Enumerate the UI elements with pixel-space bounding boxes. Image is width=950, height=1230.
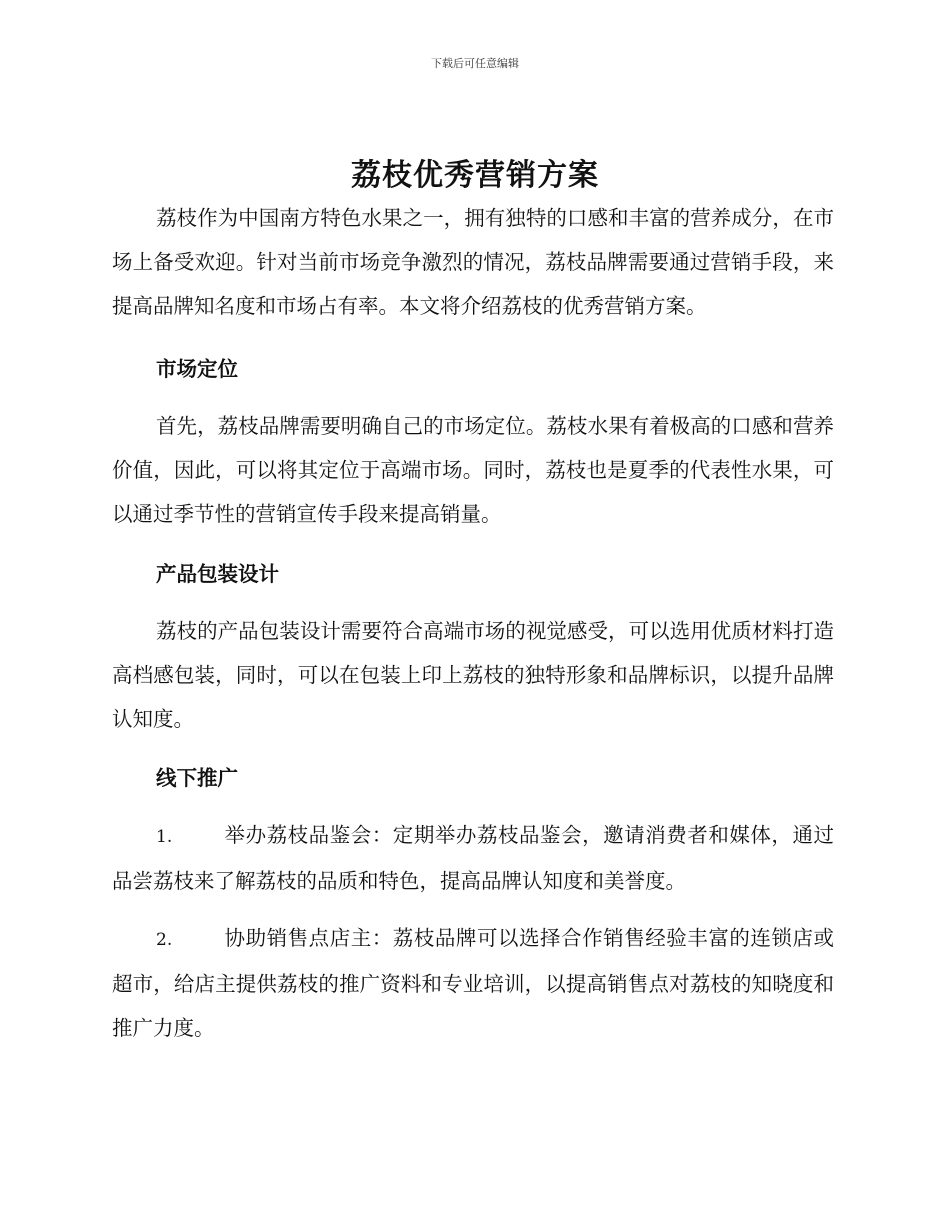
document-title: 荔枝优秀营销方案 xyxy=(351,158,599,193)
list-item-text: 举办荔枝品鉴会：定期举办荔枝品鉴会，邀请消费者和媒体，通过品尝荔枝来了解荔枝的品质和特色，提高品牌认知度和美誉度。 xyxy=(112,823,834,893)
header-note: 下载后可任意编辑 xyxy=(431,57,519,70)
section-heading-offline-promotion: 线下推广 xyxy=(156,766,238,790)
list-item-number: 1. xyxy=(156,827,173,847)
section-heading-market-positioning: 市场定位 xyxy=(156,357,238,381)
list-item-number: 2. xyxy=(156,930,173,950)
intro-paragraph: 荔枝作为中国南方特色水果之一，拥有独特的口感和丰富的营养成分，在市场上备受欢迎。针对当前市场竞争激烈的情况，荔枝品牌需要通过营销手段，来提高品牌知名度和市场占有率。本文将介绍荔枝的优秀营销方案。 xyxy=(112,206,834,318)
section-heading-packaging-design: 产品包装设计 xyxy=(156,562,279,586)
list-item-text: 协助销售点店主：荔枝品牌可以选择合作销售经验丰富的连锁店或超市，给店主提供荔枝的推广资料和专业培训，以提高销售点对荔枝的知晓度和推广力度。 xyxy=(112,926,834,1040)
packaging-design-paragraph: 荔枝的产品包装设计需要符合高端市场的视觉感受，可以选用优质材料打造高档感包装，同时，可以在包装上印上荔枝的独特形象和品牌标识，以提升品牌认知度。 xyxy=(112,619,834,731)
market-positioning-paragraph: 首先，荔枝品牌需要明确自己的市场定位。荔枝水果有着极高的口感和营养价值，因此，可以将其定位于高端市场。同时，荔枝也是夏季的代表性水果，可以通过季节性的营销宣传手段来提高销量。 xyxy=(112,414,834,526)
list-item xyxy=(112,813,834,903)
list-item xyxy=(112,916,834,1050)
